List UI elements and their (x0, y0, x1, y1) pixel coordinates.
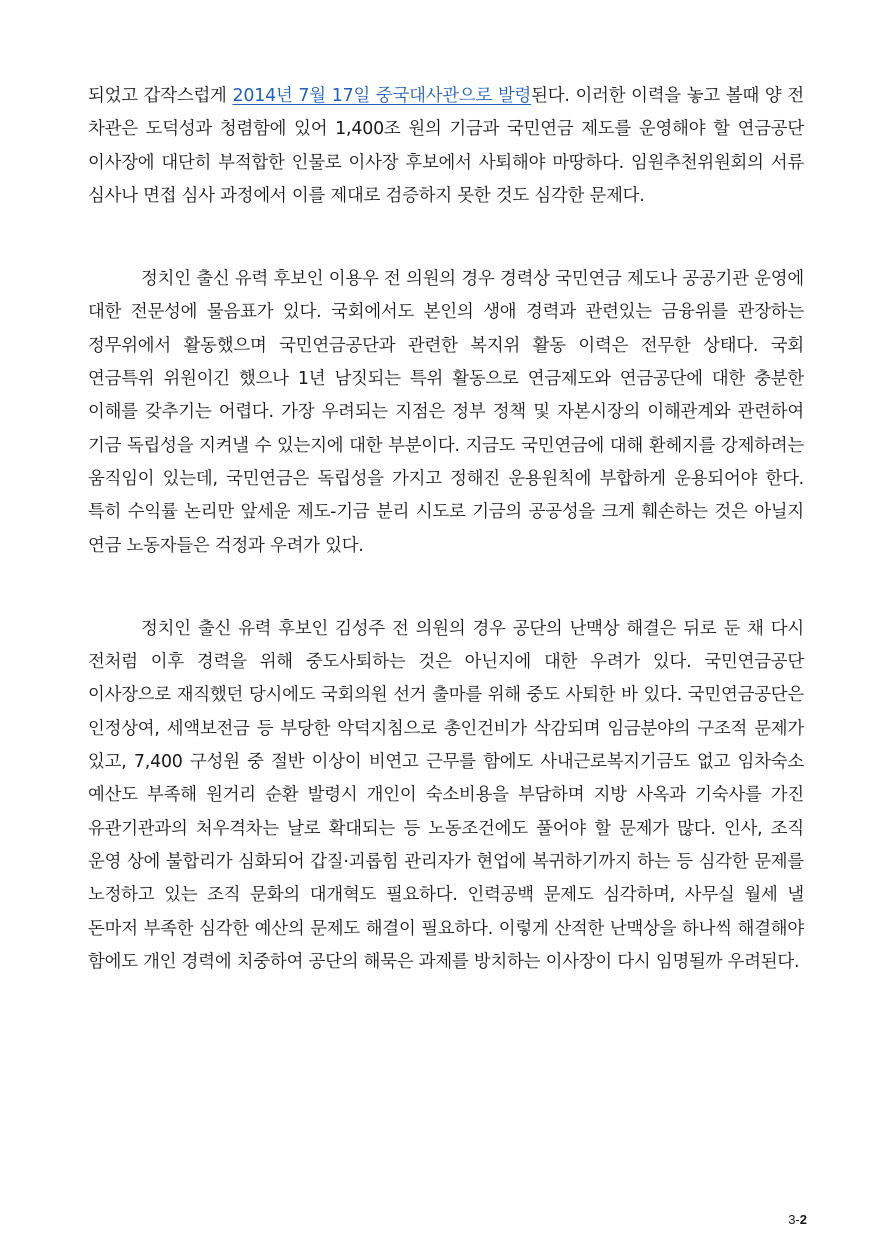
paragraph-1-intro: 되었고 갑작스럽게 (88, 86, 233, 106)
page-section: 3- (788, 1212, 800, 1227)
paragraph-2: 정치인 출신 유력 후보인 이용우 전 의원의 경우 경력상 국민연금 제도나 공공기관 운영에 대한 전문성에 물음표가 있다. 국회에서도 본인의 생애 경력과 관련있는 금융위를 관장하는 정무위에서 활동했으며 국민연금공단과 관련한 복지위 활동 이력은 전무한 상태다. 국회 연금특위 위원이긴 했으나 1년 남짓되는 특위 활동으로 연금제도와 연금공단에 대한 충분한 이해를 갖추기는 어렵다. 가장 우려되는 지점은 정부 정책 및 자본시장의 이해관계와 관련하여 기금 독립성을 지켜낼 수 있는지에 대한 부분이다. 지금도 국민연금에 대해 환헤지를 강제하려는 움직임이 있는데, 국민연금은 독립성을 가지고 정해진 운용원칙에 부합하게 운용되어야 한다. 특히 수익률 논리만 앞세운 제도-기금 분리 시도로 기금의 공공성을 크게 훼손하는 것은 아닐지 연금 노동자들은 걱정과 우려가 있다. (88, 269, 804, 556)
page-number (788, 1212, 807, 1227)
paragraph-spacer (88, 213, 804, 263)
paragraph-1-body: 된다. 이러한 이력을 놓고 볼때 양 전 차관은 도덕성과 청렴함에 있어 1,400조 원의 기금과 국민연금 제도를 운영해야 할 연금공단 이사장에 대단히 부적합한 인물로 이사장 후보에서 사퇴해야 마땅하다. 임원추천위원회의 서류 심사나 면접 심사 과정에서 이를 제대로 검증하지 못한 것도 심각한 문제다. (88, 86, 804, 206)
page-number-value: 2 (799, 1212, 807, 1227)
hyperlink-embassy-posting[interactable]: 2014년 7월 17일 중국대사관으로 발령 (232, 86, 532, 106)
paragraph-spacer (88, 563, 804, 613)
document-body (88, 80, 804, 979)
paragraph-1 (88, 80, 804, 213)
paragraph-3: 정치인 출신 유력 후보인 김성주 전 의원의 경우 공단의 난맥상 해결은 뒤로 둔 채 다시 전처럼 이후 경력을 위해 중도사퇴하는 것은 아닌지에 대한 우려가 있다. 국민연금공단 이사장으로 재직했던 당시에도 국회의원 선거 출마를 위해 중도 사퇴한 바 있다. 국민연금공단은 인정상여, 세액보전금 등 부당한 악덕지침으로 총인건비가 삭감되며 임금분야의 구조적 문제가 있고, 7,400 구성원 중 절반 이상이 비연고 근무를 함에도 사내근로복지기금도 없고 임차숙소 예산도 부족해 원거리 순환 발령시 개인이 숙소비용을 부담하며 지방 사옥과 기숙사를 가진 유관기관과의 처우격차는 날로 확대되는 등 노동조건에도 풀어야 할 문제가 많다. 인사, 조직 운영 상에 불합리가 심화되어 갑질·괴롭힘 관리자가 현업에 복귀하기까지 하는 등 심각한 문제를 노정하고 있는 조직 문화의 대개혁도 필요하다. 인력공백 문제도 심각하며, 사무실 월세 낼 돈마저 부족한 심각한 예산의 문제도 해결이 필요하다. 이렇게 산적한 난맥상을 하나씩 해결해야 함에도 개인 경력에 치중하여 공단의 해묵은 과제를 방치하는 이사장이 다시 임명될까 우려된다. (88, 618, 804, 972)
